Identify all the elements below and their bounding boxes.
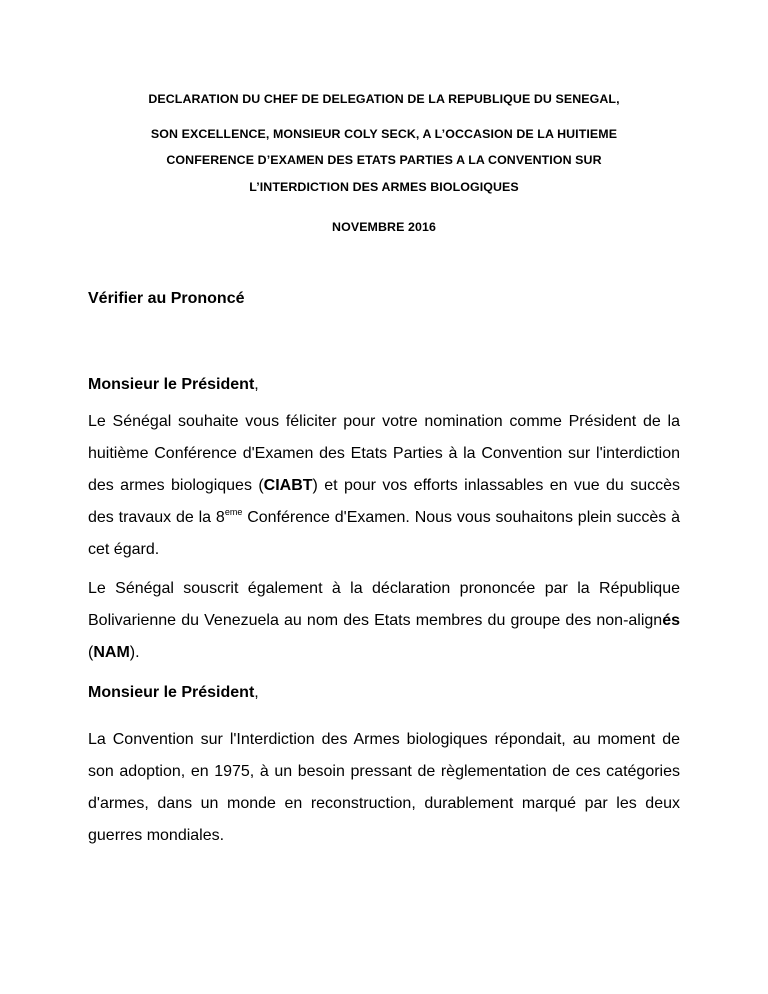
- para1-text-3: Conférence d'Examen. Nous vous souhaitons plein succès à cet égard.: [88, 509, 680, 558]
- paragraph-convention-history: La Convention sur l'Interdiction des Armes biologiques répondait, au moment de son adoption, en 1975, à un besoin pressant de règlementation de ces catégories d'armes, dans un monde en reconstruction, durablement marqué par les deux guerres mondiales.: [88, 731, 680, 844]
- salutation-2: [88, 684, 259, 702]
- para2-bold-suffix: és: [662, 612, 680, 629]
- para2-text-2: (: [88, 644, 94, 661]
- declaration-title-line-2: SON EXCELLENCE, MONSIEUR COLY SECK, A L’OCCASION DE LA HUITIEME: [150, 127, 618, 141]
- salutation-2-comma: ,: [254, 684, 259, 701]
- salutation-1-text: Monsieur le Président: [88, 376, 255, 393]
- check-against-delivery-note: Vérifier au Prononcé: [88, 290, 245, 307]
- declaration-date: NOVEMBRE 2016: [332, 220, 436, 234]
- para2-text-1: Le Sénégal souscrit également à la déclaration prononcée par la République Bolivarienne du Venezuela au nom des Etats membres du groupe des non-align: [88, 580, 680, 629]
- ordinal-superscript: eme: [224, 507, 243, 517]
- declaration-title-line-4: L’INTERDICTION DES ARMES BIOLOGIQUES: [249, 180, 519, 194]
- paragraph-nam-declaration: [88, 573, 680, 669]
- nam-acronym: NAM: [93, 644, 130, 661]
- salutation-2-text: Monsieur le Président: [88, 684, 255, 701]
- ciabt-acronym: CIABT: [263, 477, 313, 494]
- salutation-1: [88, 376, 259, 394]
- declaration-title-line-1: DECLARATION DU CHEF DE DELEGATION DE LA REPUBLIQUE DU SENEGAL,: [148, 92, 620, 106]
- paragraph-congratulations: [88, 406, 680, 566]
- para1-text-2: ) et pour vos efforts inlassables en vue du succès des travaux de la 8: [88, 477, 680, 526]
- para2-text-3: ).: [129, 644, 140, 661]
- declaration-title-line-3: CONFERENCE D’EXAMEN DES ETATS PARTIES A LA CONVENTION SUR: [166, 153, 602, 167]
- para1-text-1: Le Sénégal souhaite vous féliciter pour votre nomination comme Président de la huitième Conférence d'Examen des Etats Parties à la Convention sur l'interdiction des armes biologiques (: [88, 413, 680, 494]
- salutation-1-comma: ,: [254, 376, 259, 393]
